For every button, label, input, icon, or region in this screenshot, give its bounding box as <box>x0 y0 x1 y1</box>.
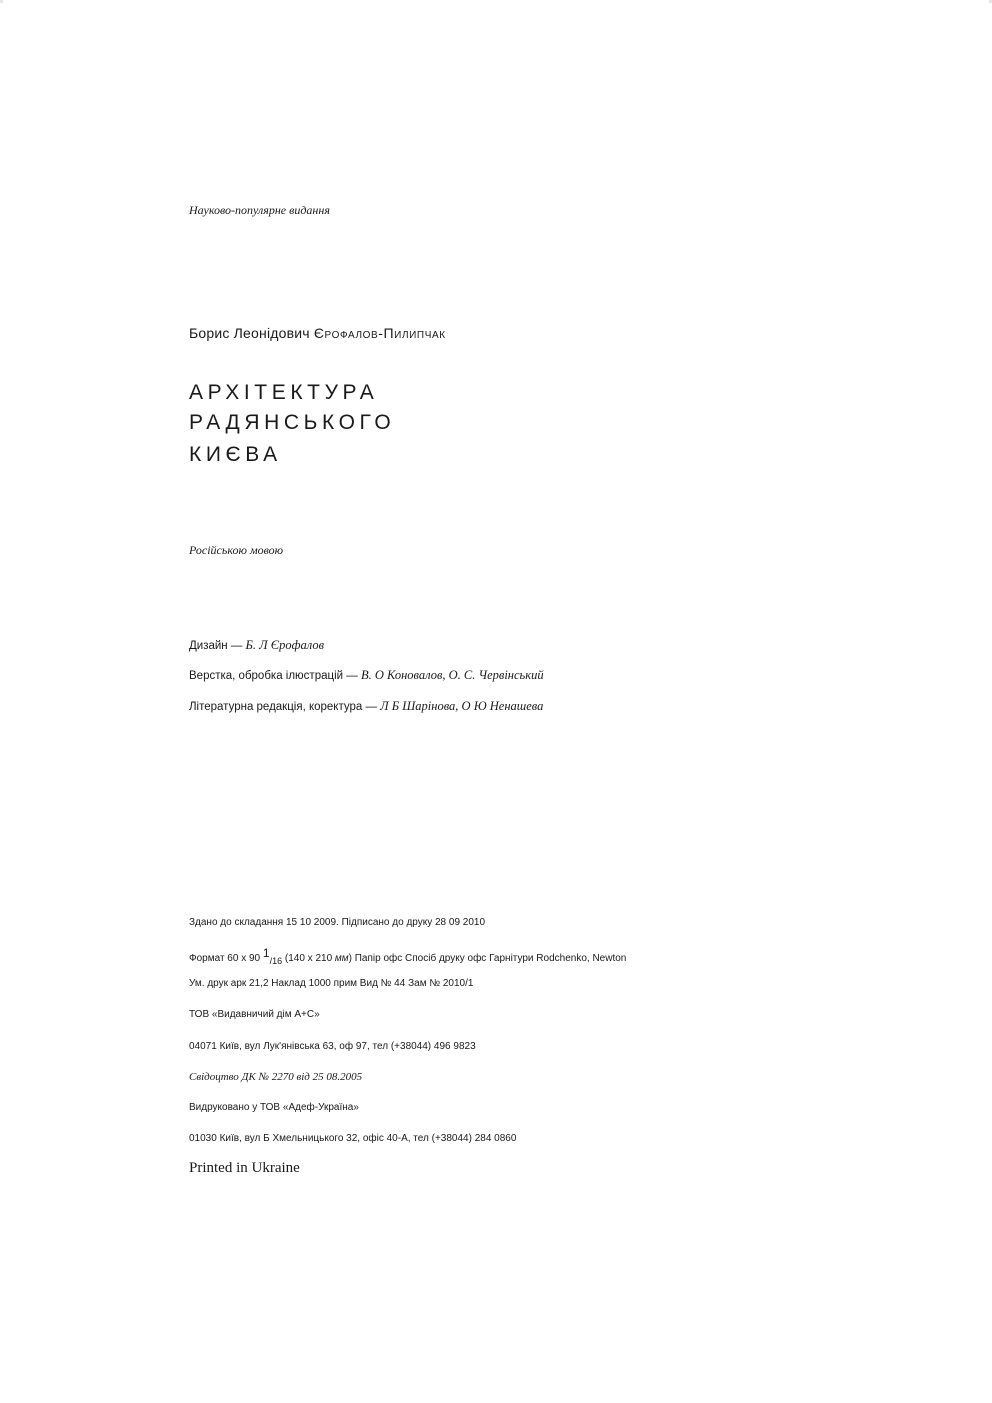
format-dimensions: (140 х 210 <box>282 953 335 964</box>
credit-names: Б. Л Єрофалов <box>245 638 325 652</box>
credit-layout <box>189 668 544 683</box>
credit-role: Дизайн — <box>189 640 246 652</box>
credit-role: Верстка, обробка ілюстрацій — <box>189 670 361 682</box>
format-details: ) Папір офс Спосіб друку офс Гарнітури Rodchenko, Newton <box>348 953 627 964</box>
printed-in: Printed in Ukraine <box>189 1160 300 1176</box>
author-surname: Єрофалов-Пилипчак <box>313 325 446 341</box>
credit-role: Літературна редакція, коректура — <box>189 701 381 713</box>
imprint-printer-address: 01030 Київ, вул Б Хмельницького 32, офіс 40-А, тел (+38044) 284 0860 <box>189 1133 517 1144</box>
credit-names: Л Б Шарінова, О Ю Ненашева <box>380 699 544 713</box>
credit-editing <box>189 699 543 714</box>
format-fraction-denominator: /16 <box>269 956 283 966</box>
format-unit: мм <box>334 953 349 964</box>
scan-corner-mark <box>0 0 3 3</box>
author-line <box>189 325 446 341</box>
credit-names: В. О Коновалов, О. С. Червінський <box>360 668 544 682</box>
credit-design <box>189 638 324 653</box>
imprint-printer: Видруковано у ТОВ «Адеф-Україна» <box>189 1102 359 1113</box>
book-title-line-2: РАДЯНСЬКОГО <box>189 411 396 434</box>
book-title-line-3: КИЄВА <box>189 443 282 466</box>
imprint-dates: Здано до складання 15 10 2009. Підписано до друку 28 09 2010 <box>189 917 486 928</box>
imprint-publisher-address: 04071 Київ, вул Лук'янівська 63, оф 97, тел (+38044) 496 9823 <box>189 1041 476 1052</box>
author-name: Борис Леонідович <box>189 325 310 341</box>
format-prefix: Формат 60 х 90 <box>189 953 263 964</box>
imprint-certificate: Свідоцтво ДК № 2270 від 25 08.2005 <box>189 1071 363 1083</box>
imprint-format <box>189 946 626 966</box>
format-fraction-numerator: 1 <box>262 946 270 960</box>
imprint-print-run: Ум. друк арк 21,2 Наклад 1000 прим Вид № 44 Зам № 2010/1 <box>189 978 474 989</box>
imprint-publisher: ТОВ «Видавничий дім А+С» <box>189 1009 320 1020</box>
edition-type: Науково-популярне видання <box>189 203 330 217</box>
book-title-line-1: АРХІТЕКТУРА <box>189 381 379 404</box>
language-note: Російською мовою <box>189 543 284 557</box>
